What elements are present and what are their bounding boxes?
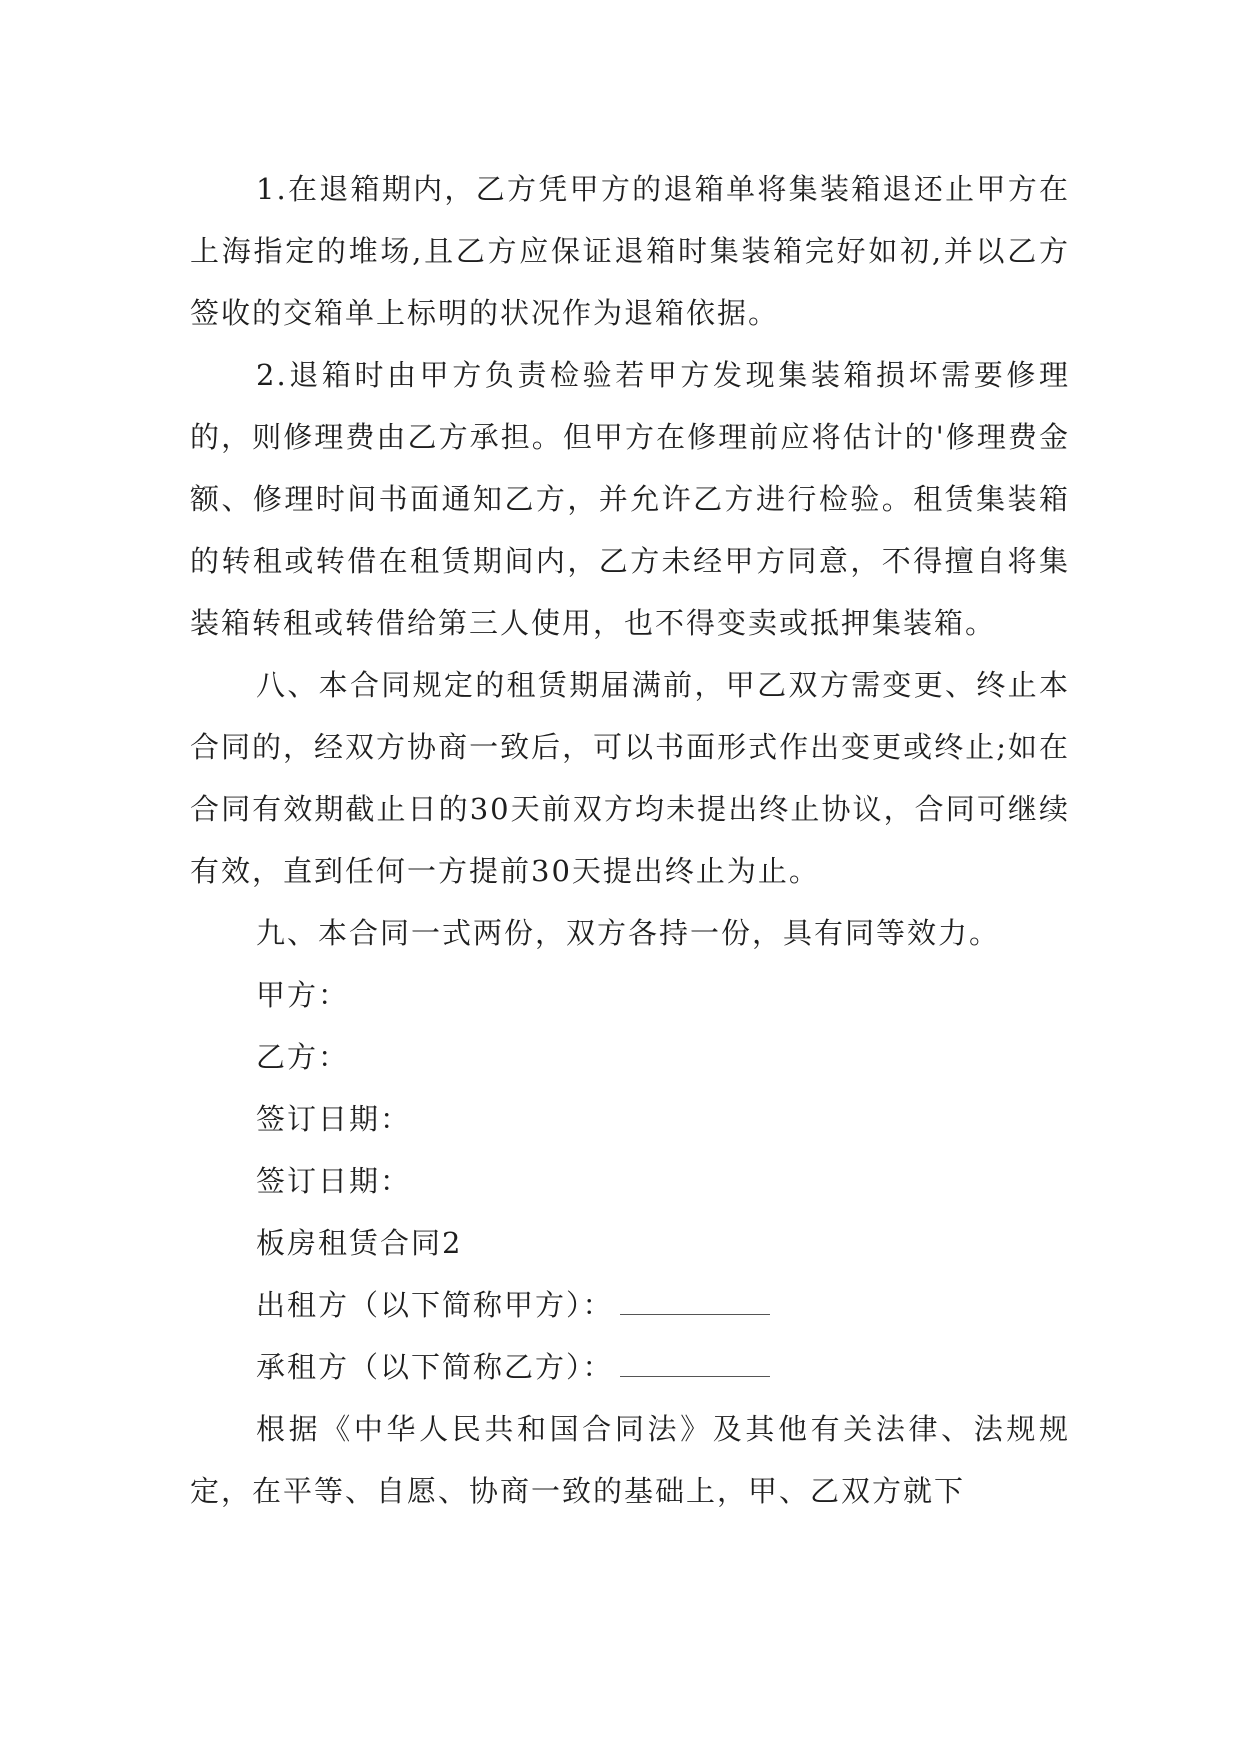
clause-return-containers: 1.在退箱期内，乙方凭甲方的退箱单将集装箱退还止甲方在上海指定的堆场,且乙方应保证退箱时集装箱完好如初,并以乙方签收的交箱单上标明的状况作为退箱依据。 bbox=[190, 172, 1070, 330]
signing-date-2: 签订日期： bbox=[256, 1164, 412, 1198]
lessee-blank bbox=[620, 1354, 770, 1377]
lessor-line bbox=[190, 1274, 1070, 1336]
lessee-label: 承租方（以下简称乙方）： bbox=[256, 1350, 614, 1384]
party-a-signature: 甲方： bbox=[256, 978, 350, 1012]
lessee-line bbox=[190, 1336, 1070, 1398]
contract-2-intro: 根据《中华人民共和国合同法》及其他有关法律、法规规定，在平等、自愿、协商一致的基础上，甲、乙双方就下 bbox=[190, 1412, 1070, 1508]
document-body bbox=[190, 158, 1070, 1522]
lessor-blank bbox=[620, 1292, 770, 1315]
clause-eight-termination: 八、本合同规定的租赁期届满前，甲乙双方需变更、终止本合同的，经双方协商一致后，可以书面形式作出变更或终止;如在合同有效期截止日的30天前双方均未提出终止协议，合同可继续有效，直到任何一方提前30天提出终止为止。 bbox=[190, 668, 1070, 888]
party-b-signature: 乙方： bbox=[256, 1040, 350, 1074]
contract-2-title: 板房租赁合同2 bbox=[256, 1226, 463, 1260]
lessor-label: 出租方（以下简称甲方）： bbox=[256, 1288, 614, 1322]
clause-inspection-repair: 2.退箱时由甲方负责检验若甲方发现集装箱损坏需要修理的，则修理费由乙方承担。但甲方在修理前应将估计的'修理费金额、修理时间书面通知乙方，并允许乙方进行检验。租赁集装箱的转租或转借在租赁期间内，乙方未经甲方同意，不得擅自将集装箱转租或转借给第三人使用，也不得变卖或抵押集装箱。 bbox=[190, 358, 1070, 640]
clause-nine-copies: 九、本合同一式两份，双方各持一份，具有同等效力。 bbox=[256, 916, 1001, 950]
signing-date-1: 签订日期： bbox=[256, 1102, 412, 1136]
